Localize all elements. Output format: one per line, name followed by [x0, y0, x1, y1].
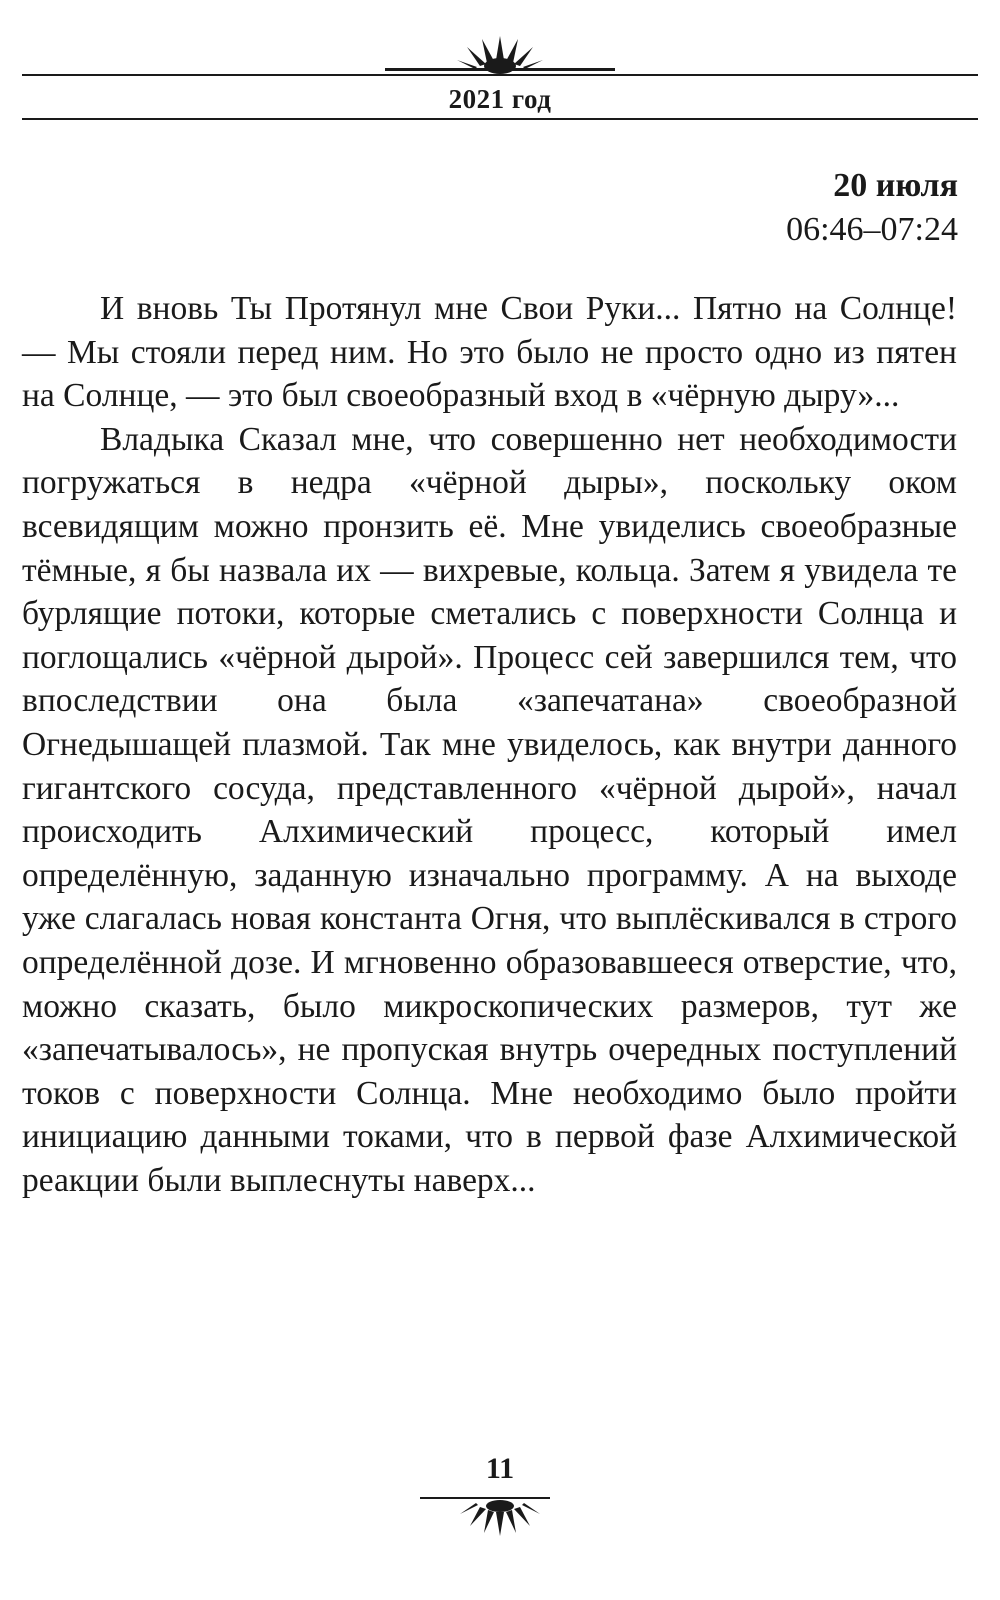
footer-rule [420, 1497, 550, 1499]
header-rule-bottom [22, 118, 978, 120]
entry-header [786, 164, 958, 252]
entry-date: 20 июля [833, 167, 958, 204]
footer-ornament [0, 1500, 1000, 1542]
paragraph: И вновь Ты Протянул мне Свои Руки... Пятно на Солнце! — Мы стояли перед ним. Но это было не просто одно из пятен на Солнце, — это был своеобразный вход в «чёрную дыру»... [22, 290, 957, 415]
header-rule-top [22, 74, 978, 76]
sunburst-ornament-icon [430, 1500, 570, 1542]
sunburst-ornament-icon [385, 30, 615, 76]
header-ornament [0, 30, 1000, 76]
body-text [22, 287, 957, 1202]
running-head: 2021 год [448, 84, 552, 114]
page-number: 11 [485, 1452, 515, 1485]
entry-time: 06:46–07:24 [786, 211, 958, 248]
paragraph: Владыка Сказал мне, что совершенно нет необходимости погружаться в недра «чёрной дыры», поскольку оком всевидящим можно пронзить её. Мне увиделись своеобразные тёмные, я бы назвала их — вихревые, кольца. Затем я увидела те бурлящие потоки, которые сметались с поверхности Солнца и поглощались «чёрной дырой». Процесс сей завершился тем, что впоследствии она была «запечатана» своеобразной Огнедышащей плазмой. Так мне увиделось, как внутри данного гигантского сосуда, представленного «чёрной дырой», начал происходить Алхимический процесс, который имел определённую, заданную изначально программу. А на выходе уже слагалась новая константа Огня, что выплёскивался в строго определённой дозе. И мгновенно образовавшееся отверстие, что, можно сказать, было микроскопических размеров, тут же «запечатывалось», не пропуская внутрь очередных поступлений токов с поверхности Солнца. Мне необходимо было пройти инициацию данными токами, что в первой фазе Алхимической реакции были выплеснуты наверх... [22, 420, 957, 1199]
